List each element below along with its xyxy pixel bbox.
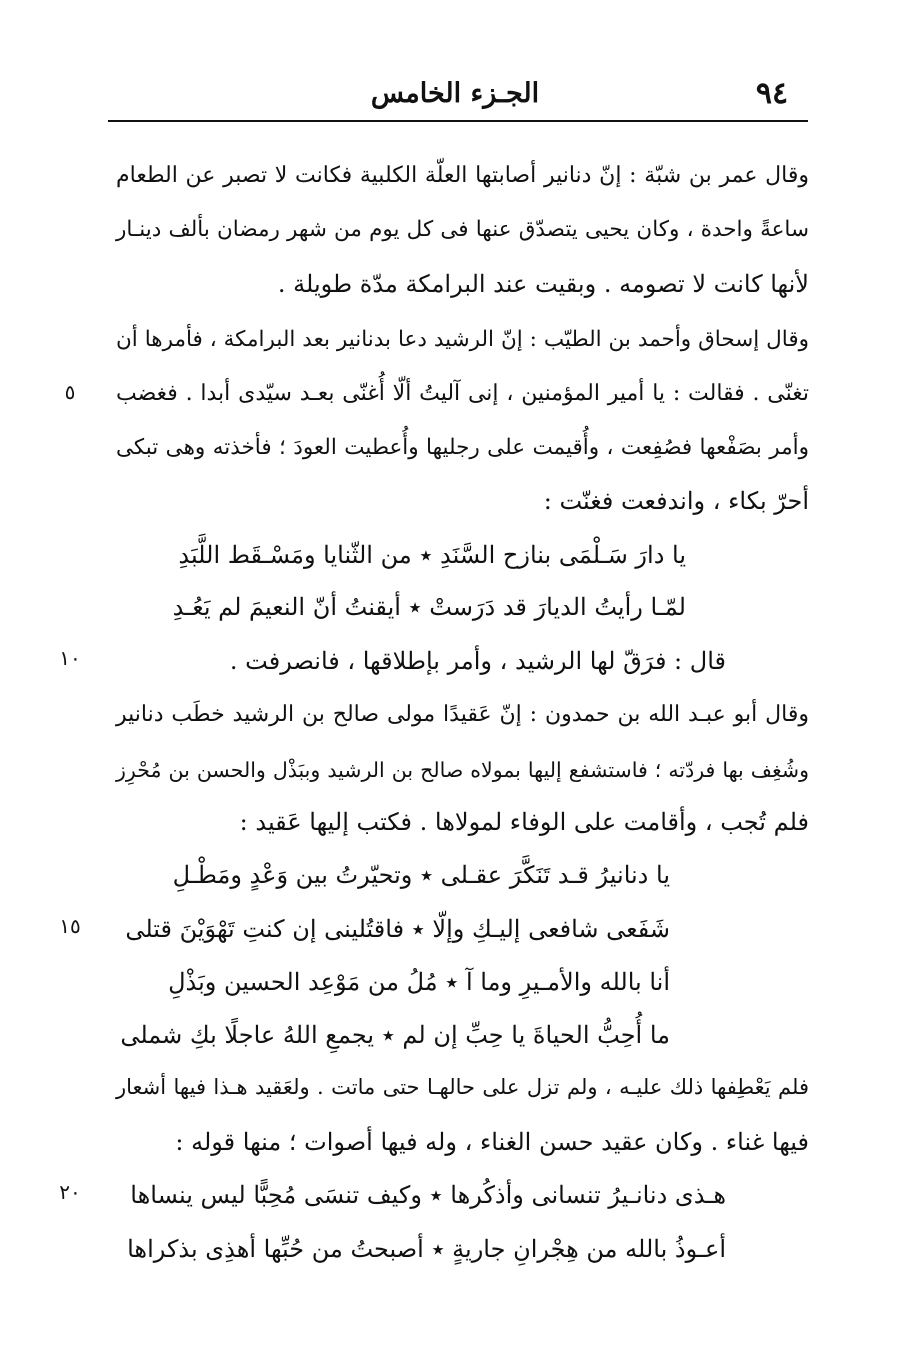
text-line: ساعةً واحدة ، وكان يحيى يتصدّق عنها فى كل يوم من شهر رمضان بألف دينـار xyxy=(116,217,809,242)
verse-line: أعـوذُ بالله من هِجْرانِ جاريةٍ ٭ أصبحتُ من حُبِّها أهذِى بذكراها xyxy=(127,1235,726,1263)
text-line: أحرّ بكاء ، واندفعت فغنّت : xyxy=(543,487,809,515)
text-line: وأمر بصَفْعها فصُفِعت ، وأُقيمت على رجليها وأُعطيت العودَ ؛ فأخذته وهى تبكى xyxy=(116,435,809,460)
text-line: فيها غناء . وكان عقيد حسن الغناء ، وله فيها أصوات ؛ منها قوله : xyxy=(175,1128,809,1156)
verse-line: ما أُحِبُّ الحياةَ يا حِبِّ إن لم ٭ يجمعِ اللهُ عاجلًا بكِ شملى xyxy=(120,1021,670,1049)
line-number: ٢٠ xyxy=(59,1180,81,1204)
text-line: وقال عمر بن شبّة : إنّ دنانير أصابتها العلّة الكلبية فكانت لا تصبر عن الطعام xyxy=(116,163,809,188)
line-number: ١٠ xyxy=(59,646,81,670)
verse-line: شَفَعى شافعى إليـكِ وإلّا ٭ فاقتُلينى إن كنتِ تَهْوَيْنَ قتلى xyxy=(125,915,670,943)
verse-line: أنا بالله والأمـيرِ وما آ ٭ مُلُ من مَوْعِد الحسين وبَذْلِ xyxy=(168,968,670,996)
text-line: وشُغِف بها فردّته ؛ فاستشفع إليها بمولاه صالح بن الرشيد وببَذْل والحسن بن مُحْرِز xyxy=(116,758,809,782)
text-line: تغنّى . فقالت : يا أمير المؤمنين ، إنى آليتُ ألّا أُغنّى بعـد سيّدى أبدا . فغضب xyxy=(116,381,809,406)
line-number: ١٥ xyxy=(59,914,81,938)
page-number: ٩٤ xyxy=(755,76,789,111)
verse-line: لمّـا رأيتُ الديارَ قد دَرَستْ ٭ أيقنتُ أنّ النعيمَ لم يَعُـدِ xyxy=(172,593,686,621)
header-rule xyxy=(108,120,808,122)
text-line: لأنها كانت لا تصومه . وبقيت عند البرامكة مدّة طويلة . xyxy=(277,270,809,298)
line-number: ٥ xyxy=(64,380,76,404)
text-line: وقال إسحاق وأحمد بن الطيّب : إنّ الرشيد دعا بدنانير بعد البرامكة ، فأمرها أن xyxy=(116,327,809,352)
verse-line: يا دنانيرُ قـد تَنَكَّرَ عقـلى ٭ وتحيّرتُ بين وَعْدٍ ومَطْـلِ xyxy=(172,861,670,889)
verse-line: هـذى دنانـيرُ تنسانى وأذكُرها ٭ وكيف تنسَى مُحِبًّا ليس ينساها xyxy=(130,1181,726,1209)
verse-line: يا دارَ سَـلْمَى بنازح السَّنَدِ ٭ من الثّنايا ومَسْـقَط اللَّبَدِ xyxy=(178,541,686,569)
text-line: وقال أبو عبـد الله بن حمدون : إنّ عَقيدًا مولى صالح بن الرشيد خطَب دنانير xyxy=(116,702,809,727)
running-title: الجـزء الخامس xyxy=(370,78,540,109)
text-line: قال : فرَقّ لها الرشيد ، وأمر بإطلاقها ، فانصرفت . xyxy=(229,647,726,675)
text-line: فلم تُجب ، وأقامت على الوفاء لمولاها . فكتب إليها عَقيد : xyxy=(239,808,809,836)
text-line: فلم يَعْطِفها ذلك عليـه ، ولم تزل على حالهـا حتى ماتت . ولعَقيد هـذا فيها أشعار xyxy=(116,1075,809,1099)
